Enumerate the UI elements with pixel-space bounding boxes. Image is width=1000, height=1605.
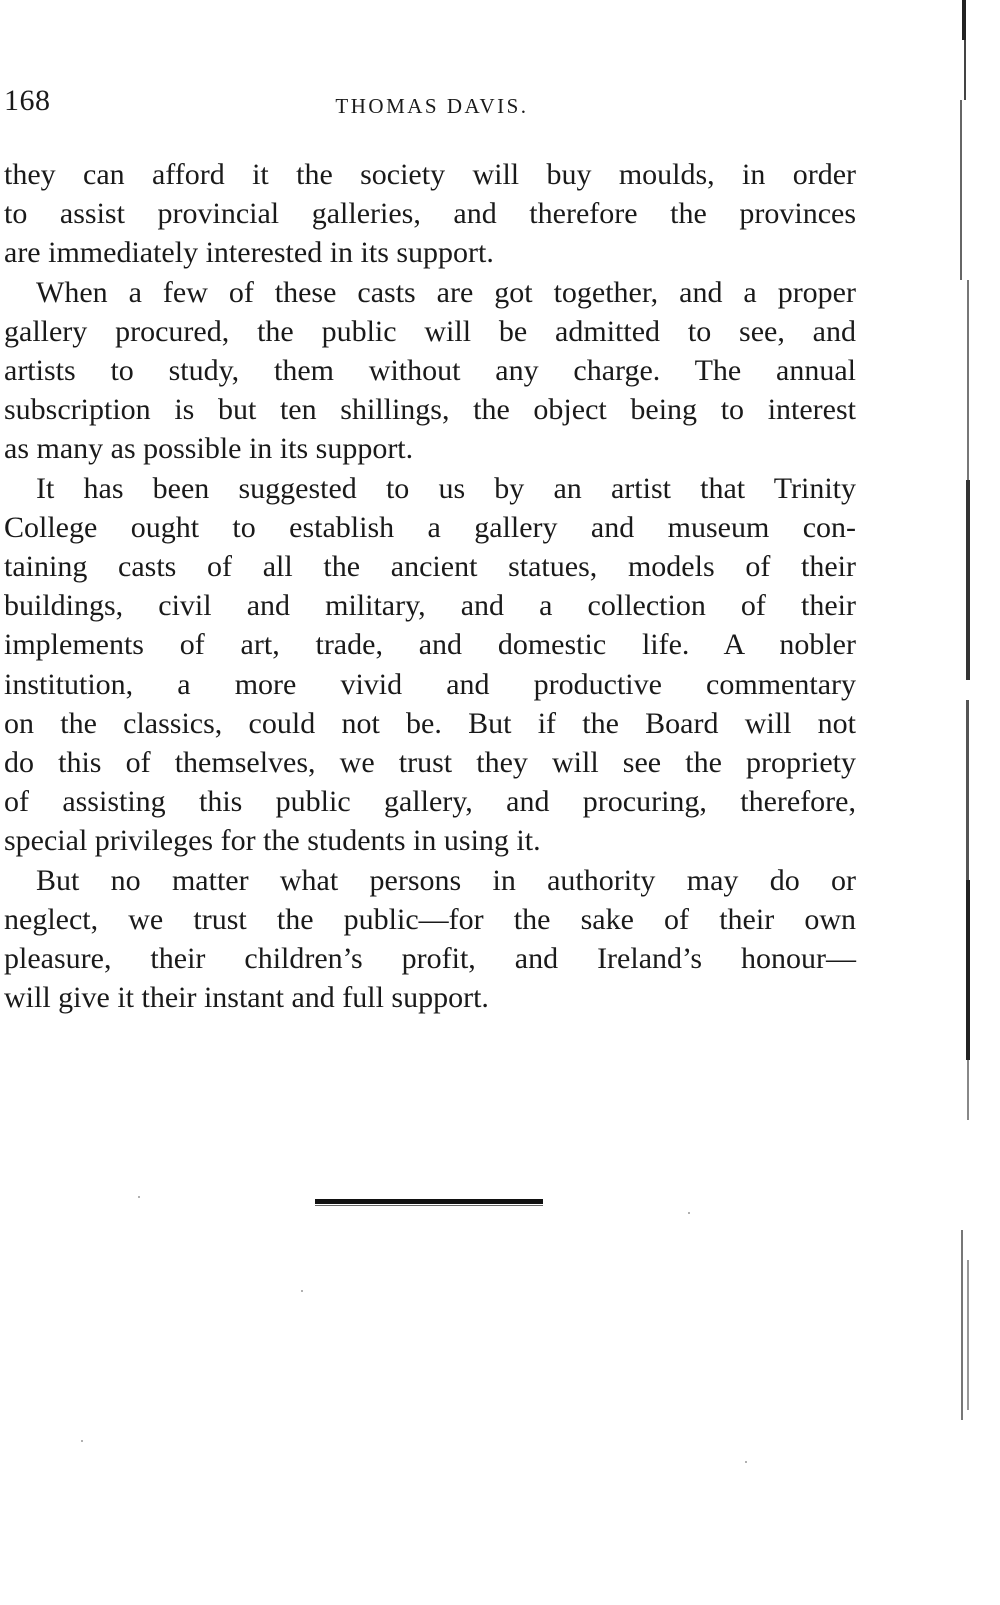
text-line: as many as possible in its support.: [4, 432, 414, 466]
paper-speck: [81, 1440, 83, 1442]
text-line: When a few of these casts are got together, and a proper: [36, 275, 856, 309]
text-line: do this of themselves, we trust they will see the propriety: [4, 746, 856, 780]
end-ornament-rule: [315, 1199, 543, 1207]
paper-speck: [301, 1290, 303, 1292]
text-line: But no matter what persons in authority may do or: [36, 863, 856, 897]
text-line: gallery procured, the public will be admitted to see, and: [4, 314, 856, 348]
text-line: artists to study, them without any charge. The annual: [4, 354, 856, 388]
paragraph: [4, 861, 856, 1018]
text-line: subscription is but ten shillings, the object being to interest: [4, 393, 856, 427]
text-line: they can afford it the society will buy moulds, in order: [4, 158, 856, 191]
text-line: pleasure, their children’s profit, and Ireland’s honour—: [4, 942, 856, 976]
binding-mark: [966, 700, 969, 880]
text-line: special privileges for the students in using it.: [4, 824, 541, 858]
binding-mark: [966, 880, 970, 1060]
text-line: institution, a more vivid and productive commentary: [4, 667, 856, 701]
binding-mark: [960, 100, 962, 280]
text-line: of assisting this public gallery, and procuring, therefore,: [4, 785, 856, 819]
paragraph: [4, 155, 856, 273]
binding-mark: [966, 480, 970, 680]
text-line: taining casts of all the ancient statues, models of their: [4, 550, 856, 584]
text-line: buildings, civil and military, and a collection of their: [4, 589, 856, 623]
text-line: are immediately interested in its support.: [4, 236, 494, 270]
page-binding-edge: [958, 0, 1000, 1605]
binding-mark: [964, 40, 966, 100]
text-line: to assist provincial galleries, and therefore the provinces: [4, 197, 856, 231]
paragraph: [4, 469, 856, 861]
body-text: [4, 155, 856, 1017]
text-line: neglect, we trust the public—for the sake of their own: [4, 902, 856, 936]
text-line: implements of art, trade, and domestic life. A nobler: [4, 628, 856, 662]
rule-thick-line: [315, 1199, 543, 1204]
binding-mark: [967, 1060, 969, 1120]
paper-speck: [745, 1461, 747, 1463]
page-number: 168: [4, 84, 51, 117]
page-header: [4, 84, 860, 124]
paper-speck: [688, 1212, 690, 1214]
rule-thin-line: [315, 1205, 543, 1206]
paper-speck: [138, 1196, 140, 1198]
binding-mark: [961, 1230, 963, 1420]
text-line: College ought to establish a gallery and museum con-: [4, 510, 856, 544]
text-line: will give it their instant and full support.: [4, 981, 489, 1015]
binding-mark: [967, 280, 969, 480]
binding-mark: [967, 1260, 969, 1410]
text-line: It has been suggested to us by an artist that Trinity: [36, 471, 856, 505]
running-head: THOMAS DAVIS.: [335, 94, 529, 118]
paragraph: [4, 273, 856, 469]
binding-mark: [962, 0, 966, 40]
text-line: on the classics, could not be. But if the Board will not: [4, 706, 856, 740]
